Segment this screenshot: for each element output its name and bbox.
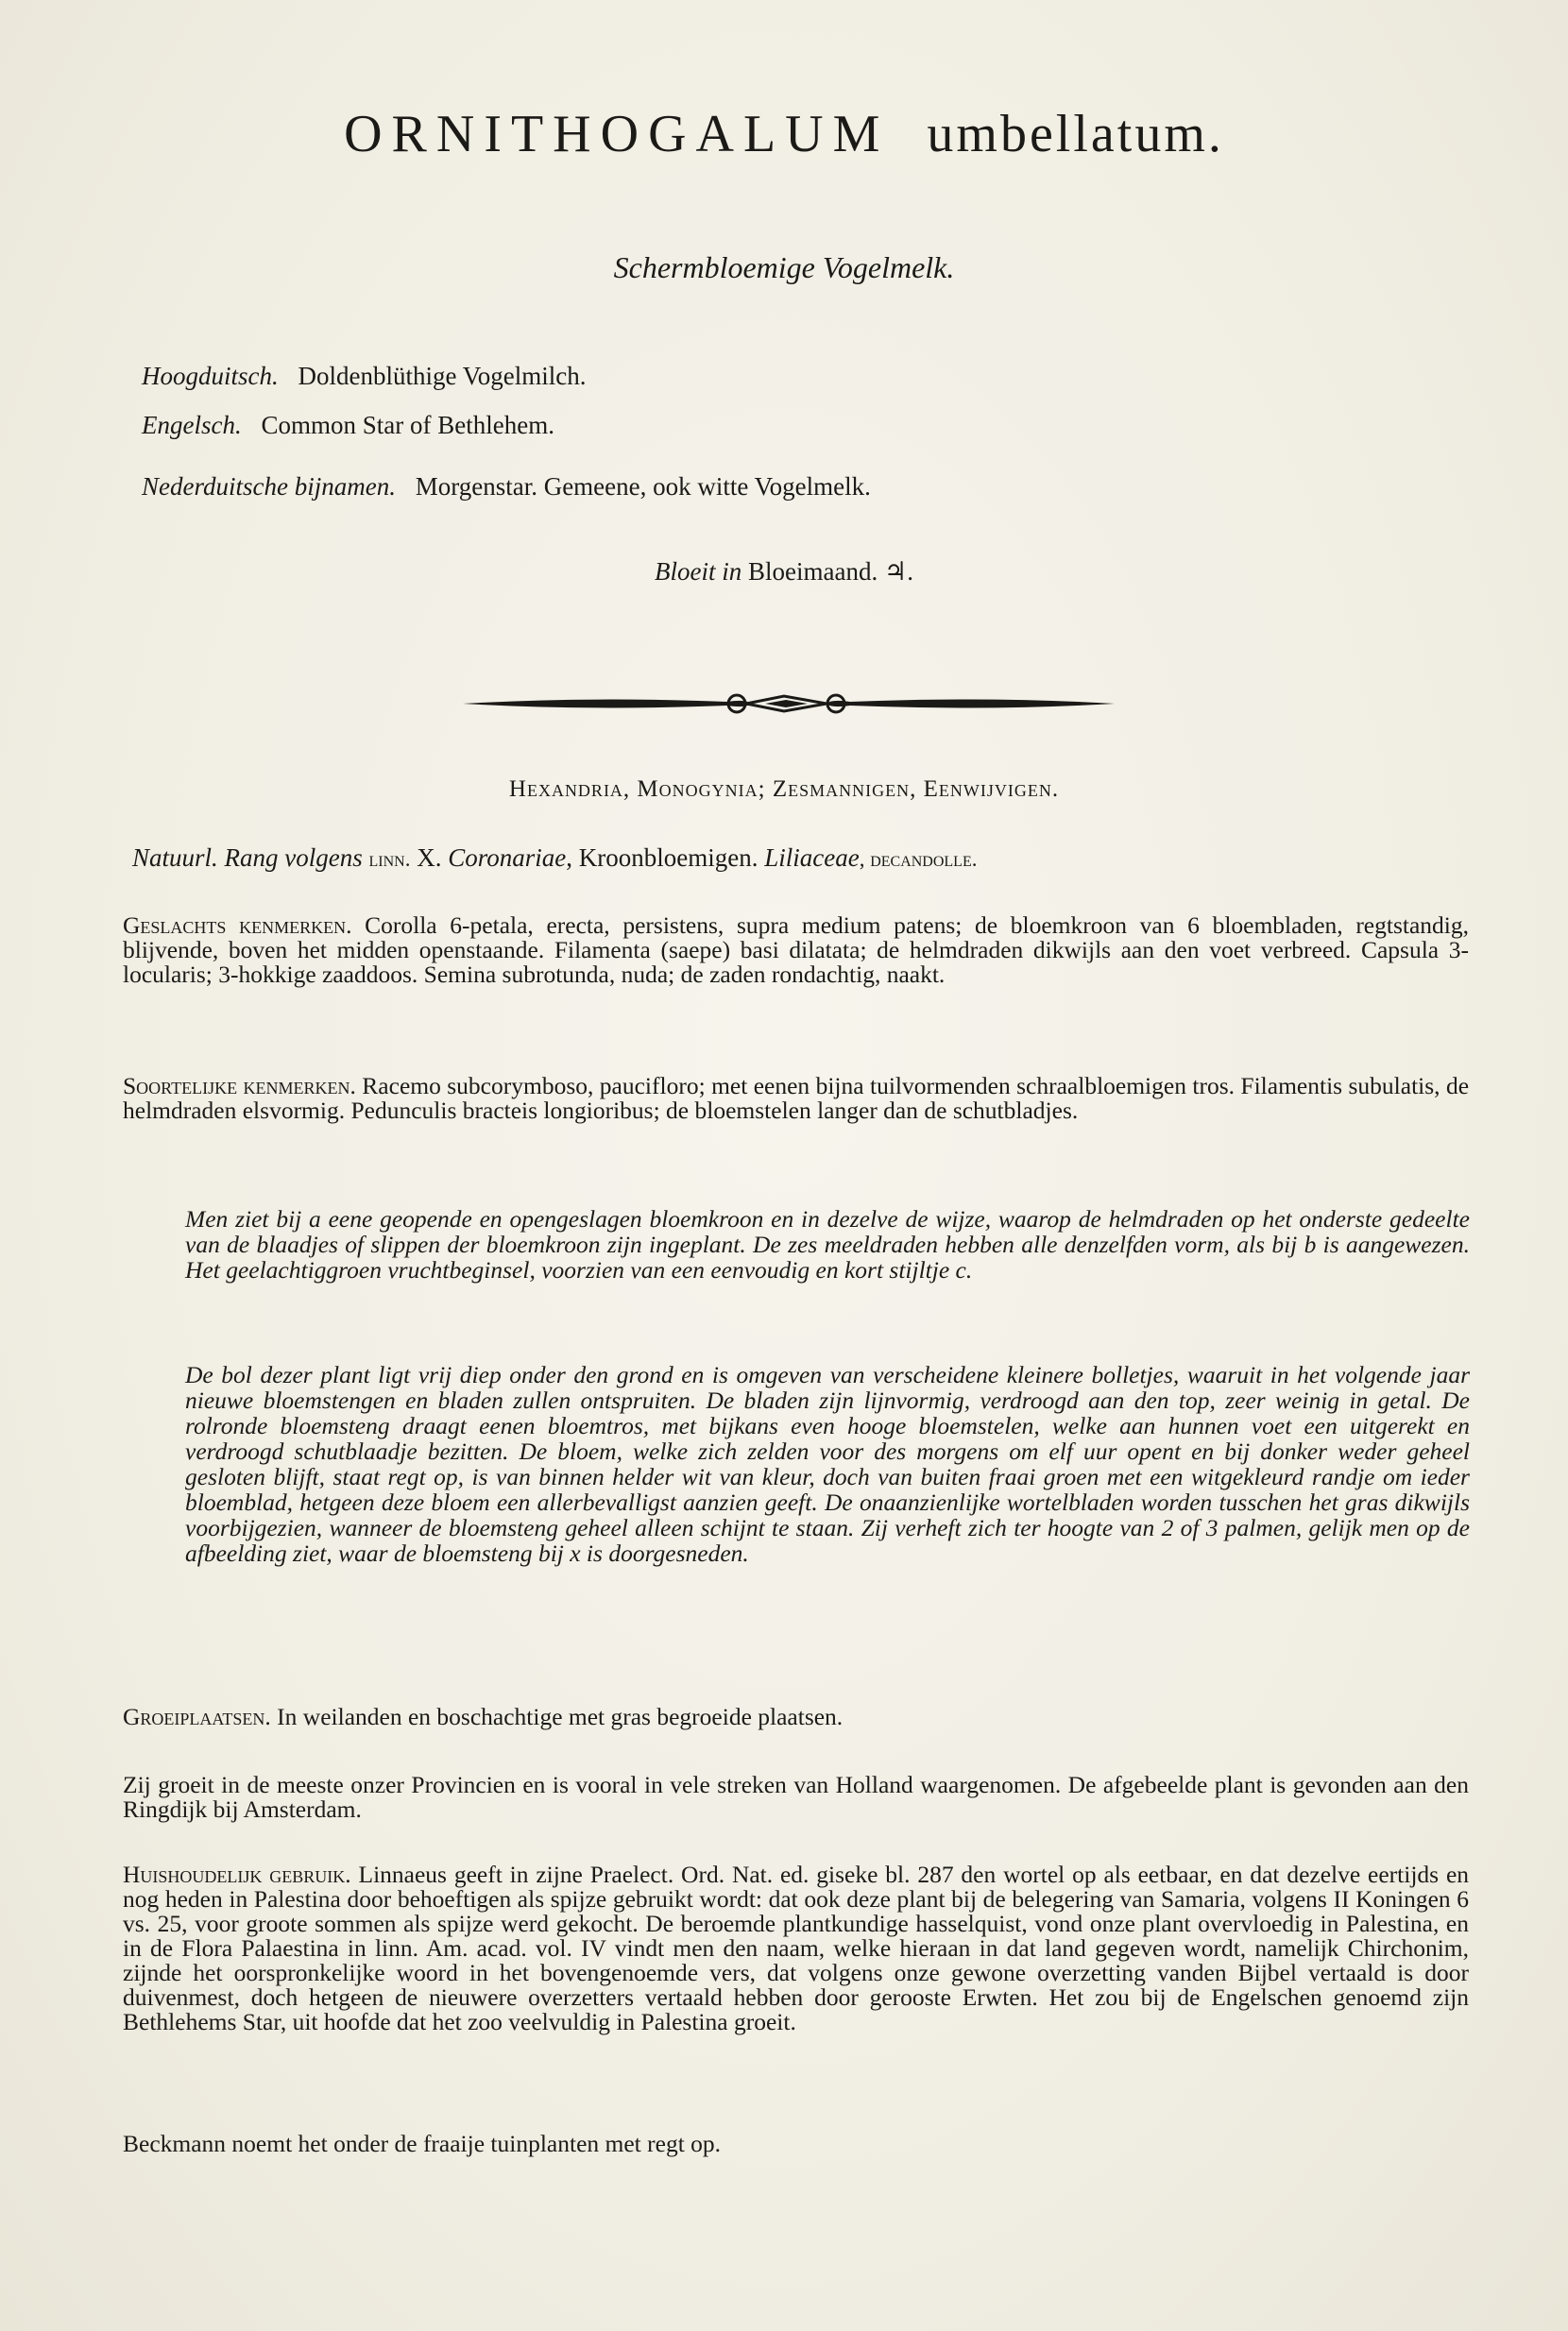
name-row-english (142, 411, 554, 440)
species-characters-heading: Soortelijke kenmerken. (123, 1072, 356, 1099)
natural-rank-line (132, 843, 977, 873)
household-use-heading: Huishoudelijk gebruik. (123, 1861, 351, 1888)
flowering-month: Bloeimaand. (748, 557, 878, 586)
rank-linn: linn. (368, 847, 411, 871)
title-species: umbellatum. (927, 105, 1224, 163)
flowering-line (0, 557, 1568, 587)
species-characters (123, 1074, 1469, 1123)
name-lang: Engelsch. (142, 411, 242, 439)
page-title (0, 104, 1568, 164)
species-characters-text: Racemo subcorymboso, paucifloro; met eenen bijna tuilvormenden schraalbloemigen tros. Filamentis subulatis, de helmdraden elsvormig. Pedunculis bracteis longioribus; de bloemstelen langer dan de schutbladjes. (123, 1072, 1470, 1124)
rank-kroon: , Kroonbloemigen. (566, 843, 758, 872)
name-value: Morgenstar. Gemeene, ook witte Vogelmelk. (415, 472, 871, 501)
rank-order: X. (417, 843, 442, 872)
rank-decandolle: , decandolle. (859, 847, 978, 871)
habitats-heading: Groeiplaatsen. (123, 1703, 271, 1730)
genus-characters-heading: Geslachts kenmerken. (123, 911, 352, 939)
page-subtitle: Schermbloemige Vogelmelk. (613, 250, 955, 284)
habitats-text: In weilanden en boschachtige met gras begroeide plaatsen. (277, 1703, 844, 1730)
divider-ornament (463, 688, 1115, 720)
name-lang: Nederduitsche bijnamen. (142, 472, 396, 501)
genus-characters-text: Corolla 6-petala, erecta, persistens, supra medium patens; de bloemkroon van 6 bloembladen, regtstandig, blijvende, boven het midden openstaande. Filamenta (saepe) basi dilatata; de helmdraden dikwijls aan den voet verbreed. Capsula 3-locularis; 3-hokkige zaaddoos. Semina subrotunda, nuda; de zaden rondachtig, naakt. (123, 911, 1469, 988)
perennial-symbol: ♃. (883, 557, 913, 586)
name-value: Doldenblüthige Vogelmilch. (298, 362, 587, 390)
rank-coronariae: Coronariae (448, 843, 567, 872)
distribution: Zij groeit in de meeste onzer Provincien en is vooral in vele streken van Holland waargenomen. De afgebeelde plant is gevonden aan den Ringdijk bij Amsterdam. (123, 1771, 1469, 1823)
name-value: Common Star of Bethlehem. (261, 411, 554, 439)
household-use (123, 1863, 1469, 2034)
name-lang: Hoogduitsch. (142, 362, 279, 390)
beckmann-note: Beckmann noemt het onder de fraaije tuinplanten met regt op. (123, 2130, 722, 2157)
figure-explanation: Men ziet bij a eene geopende en opengeslagen bloemkroon en in dezelve de wijze, waarop de helmdraden op het onderste gedeelte van de blaadjes of slippen der bloemkroon zijn ingeplant. De zes meeldraden hebben alle denzelfden vorm, als bij b is aangewezen. Het geelachtiggroen vruchtbeginsel, voorzien van een eenvoudig en kort stijltje c. (185, 1205, 1470, 1284)
title-genus: ORNITHOGALUM (344, 105, 890, 163)
name-row-german (142, 362, 586, 391)
household-use-text: Linnaeus geeft in zijne Praelect. Ord. Nat. ed. giseke bl. 287 den wortel op als eetbaar, en dat dezelve eertijds en nog heden in Palestina door behoeftigen als spijze gebruikt wordt: dat ook deze plant bij de belegering van Samaria, volgens II Koningen 6 vs. 25, voor groote sommen als spijze werd gekocht. De beroemde plantkundige hasselquist, vond onze plant overvloedig in Palestina, en in de Flora Palaestina in linn. Am. acad. vol. IV vindt men den naam, welke hieraan in dat land gegeven wordt, namelijk Chirchonim, zijnde het oorspronkelijke woord in het bovengenoemde vers, dat volgens onze gewone overzetting vanden Bijbel vertaald is door duivenmest, doch hetgeen de nieuwere overzetters vertaald hebben door gerooste Erwten. Het zou bij de Engelschen genoemd zijn Bethlehems Star, uit hoofde dat het zoo veelvuldig in Palestina groeit. (123, 1861, 1470, 2035)
classification: Hexandria, Monogynia; Zesmannigen, Eenwijvigen. (508, 776, 1060, 802)
habitats (123, 1705, 1469, 1729)
flowering-label: Bloeit in (655, 557, 742, 586)
genus-characters (123, 913, 1469, 987)
rank-prefix: Natuurl. Rang volgens (132, 843, 363, 872)
rank-liliaceae: Liliaceae (764, 843, 860, 872)
name-row-dutch (142, 472, 871, 502)
plant-description: De bol dezer plant ligt vrij diep onder den grond en is omgeven van verscheidene kleinere bolletjes, waaruit in het volgende jaar nieuwe bloemstengen en bladen zullen ontspruiten. De bladen zijn lijnvormig, verdroogd aan den top, zeer weinig in getal. De rolronde bloemsteng draagt eenen bloemtros, met bijkans even hooge bloemstelen, welke aan hunnen voet een uitgerekt en verdroogd schutblaadje bezitten. De bloem, welke zich zelden voor des morgens om elf uur opent en bij donker weder geheel gesloten blijft, staat regt op, is van binnen helder wit van kleur, doch van buiten fraai groen met een witgekleurd randje om ieder bloemblad, hetgeen deze bloem een allerbevalligst aanzien geeft. De onaanzienlijke wortelbladen worden tusschen het gras dikwijls voorbijgezien, wanneer de bloemsteng geheel alleen schijnt te staan. Zij verheft zich ter hoogte van 2 of 3 palmen, gelijk men op de afbeelding ziet, waar de bloemsteng bij x is doorgesneden. (185, 1361, 1470, 1567)
